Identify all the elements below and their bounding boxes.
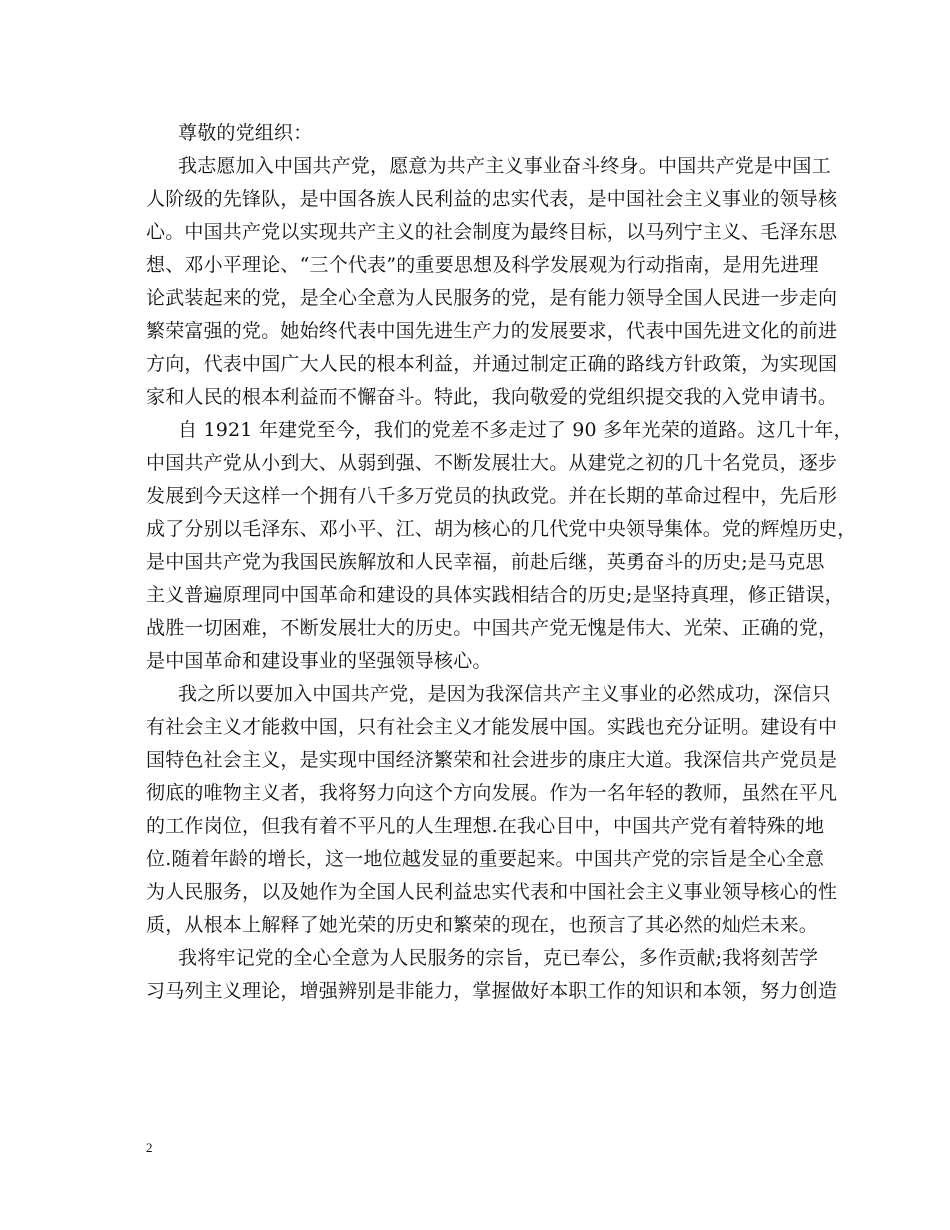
paragraph-line: 位.随着年龄的增长，这一地位越发显的重要起来。中国共产党的宗旨是全心全意 <box>146 848 825 870</box>
paragraph-line: 心。中国共产党以实现共产主义的社会制度为最终目标，以马列宁主义、毛泽东思 <box>146 221 838 243</box>
paragraph-line: 是中国共产党为我国民族解放和人民幸福，前赴后继，英勇奋斗的历史;是马克思 <box>146 551 825 573</box>
paragraph-line: 是中国革命和建设事业的坚强领导核心。 <box>146 650 492 672</box>
paragraph-line: 习马列主义理论，增强辨别是非能力，掌握做好本职工作的知识和本领，努力创造 <box>146 980 838 1002</box>
paragraph-line: 家和人民的根本利益而不懈奋斗。特此，我向敬爱的党组织提交我的入党申请书。 <box>146 386 838 408</box>
paragraph-line: 国特色社会主义，是实现中国经济繁荣和社会进步的康庄大道。我深信共产党员是 <box>146 749 838 771</box>
paragraph-line: 有社会主义才能救中国，只有社会主义才能发展中国。实践也充分证明。建设有中 <box>146 716 838 738</box>
paragraph-line: 繁荣富强的党。她始终代表中国先进生产力的发展要求，代表中国先进文化的前进 <box>146 320 838 342</box>
paragraph-line: 我志愿加入中国共产党，愿意为共产主义事业奋斗终身。中国共产党是中国工 <box>178 155 831 177</box>
salutation: 尊敬的党组织： <box>178 122 313 144</box>
paragraph-line: 质，从根本上解释了她光荣的历史和繁荣的现在，也预言了其必然的灿烂未来。 <box>146 914 819 936</box>
page-number: 2 <box>146 1140 153 1155</box>
paragraph-line: 彻底的唯物主义者，我将努力向这个方向发展。作为一名年轻的教师，虽然在平凡 <box>146 782 838 804</box>
paragraph-line: 自 1921 年建党至今，我们的党差不多走过了 90 多年光荣的道路。这几十年， <box>178 419 853 441</box>
paragraph-line: 战胜一切困难，不断发展壮大的历史。中国共产党无愧是伟大、光荣、正确的党， <box>146 617 838 639</box>
paragraph-line: 成了分别以毛泽东、邓小平、江、胡为核心的几代党中央领导集体。党的辉煌历史， <box>146 518 857 540</box>
paragraph-line: 人阶级的先锋队，是中国各族人民利益的忠实代表，是中国社会主义事业的领导核 <box>146 188 838 210</box>
paragraph-line: 发展到今天这样一个拥有八千多万党员的执政党。并在长期的革命过程中，先后形 <box>146 485 838 507</box>
paragraph-line: 的工作岗位，但我有着不平凡的人生理想.在我心目中，中国共产党有着特殊的地 <box>146 815 825 837</box>
paragraph-line: 我之所以要加入中国共产党，是因为我深信共产主义事业的必然成功，深信只 <box>178 683 831 705</box>
paragraph-line: 中国共产党从小到大、从弱到强、不断发展壮大。从建党之初的几十名党员，逐步 <box>146 452 838 474</box>
paragraph-line: 方向，代表中国广大人民的根本利益，并通过制定正确的路线方针政策，为实现国 <box>146 353 838 375</box>
paragraph-line: 论武装起来的党，是全心全意为人民服务的党，是有能力领导全国人民进一步走向 <box>146 287 838 309</box>
paragraph-line: 我将牢记党的全心全意为人民服务的宗旨，克已奉公，多作贡献;我将刻苦学 <box>178 947 819 969</box>
paragraph-line: 主义普遍原理同中国革命和建设的具体实践相结合的历史;是坚持真理，修正错误， <box>146 584 844 606</box>
paragraph-line: 为人民服务，以及她作为全国人民利益忠实代表和中国社会主义事业领导核心的性 <box>146 881 838 903</box>
paragraph-line: 想、邓小平理论、“三个代表”的重要思想及科学发展观为行动指南，是用先进理 <box>146 254 819 276</box>
